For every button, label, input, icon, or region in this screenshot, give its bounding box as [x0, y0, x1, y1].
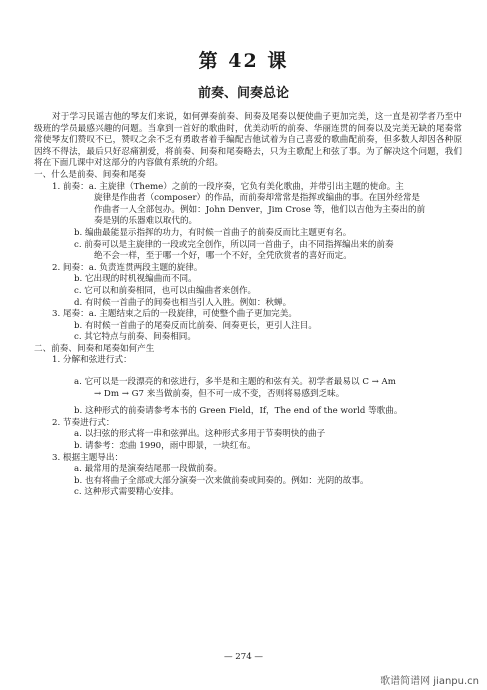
prelude-item-a-line3: 作曲者一人全部包办。例如：John Denver，Jim Crose 等，他们以吉他为主奏出的前 — [94, 204, 426, 215]
method-3-item-a: a. 最常用的是演奏结尾那一段做前奏。 — [74, 464, 223, 475]
method-3-item-b: b. 也有将曲子全部或大部分演奏一次来做前奏或间奏的。例如：光阴的故事。 — [74, 475, 369, 486]
outro-item-a: 3. 尾奏：a. 主题结束之后的一段旋律，可使整个曲子更加完美。 — [52, 309, 297, 320]
method-3-heading: 3. 根据主题导出： — [52, 452, 124, 463]
method-2-item-a: a. 以扫弦的形式将一串和弦弹出。这种形式多用于节奏明快的曲子 — [74, 429, 326, 440]
interlude-item-a: 2. 间奏：a. 负责连贯两段主题的旋律。 — [52, 262, 203, 273]
method-3-item-c: c. 这种形式需要精心安排。 — [74, 487, 179, 498]
page-number: — 274 — — [223, 652, 264, 662]
site-watermark: 歌谱简谱网 jianpu.cn — [380, 676, 479, 687]
prelude-item-a-line2: 旋律是作曲者（composer）的作品，而前奏却常常是指挥或编曲的事。在国外经常是 — [94, 193, 421, 204]
method-1-item-a: a. 它可以是一段漂亮的和弦进行，多半是和主题的和弦有关。初学者最易以 C → Am — [74, 377, 396, 388]
method-1-item-b: b. 这种形式的前奏请参考本书的 Green Field，If，The end of the world 等歌曲。 — [74, 406, 403, 417]
interlude-item-d: d. 有时候一首曲子的间奏也相当引人入胜。例如：秋蝉。 — [74, 297, 292, 308]
prelude-item-c: c. 前奏可以是主旋律的一段或完全创作，所以同一首曲子，由不同指挥编出来的前奏 — [74, 239, 394, 250]
prelude-item-a-line4: 奏是别的乐器难以取代的。 — [94, 216, 198, 227]
section-heading-1: 一、什么是前奏、间奏和尾奏 — [34, 169, 146, 180]
outro-item-c: c. 其它特点与前奏、间奏相同。 — [74, 332, 196, 343]
interlude-item-b: b. 它出现的时机视编曲而不同。 — [74, 274, 197, 285]
prelude-item-c-line2: 绝不会一样，至于哪一个好，哪一个不好，全凭欣赏者的喜好而定。 — [94, 251, 352, 262]
method-1-heading: 1. 分解和弦进行式： — [52, 355, 132, 366]
lesson-subtitle: 前奏、间奏总论 — [197, 86, 289, 101]
outro-item-b: b. 有时候一首曲子的尾奏反而比前奏、间奏更长，更引人注目。 — [74, 320, 317, 331]
interlude-item-c: c. 它可以和前奏相同，也可以由编曲者来创作。 — [74, 285, 257, 296]
method-1-item-a-line2: → Dm → G7 来当做前奏，但不可一成不变，否则将易感到乏味。 — [94, 388, 345, 399]
prelude-item-a: 1. 前奏：a. 主旋律（Theme）之前的一段序奏，它负有美化歌曲，并带引出主题的使命。主 — [52, 181, 404, 192]
intro-paragraph: 对于学习民谣吉他的琴友们来说，如何弹奏前奏、间奏及尾奏以便使曲子更加完美，这一直是初学者乃至中级班的学员最感兴趣的问题。当拿到一首好的歌曲时，优美动听的前奏、华丽连贯的间奏以及完美无缺的尾奏常常使琴友们赞叹不已，赞叹之余不乏有勇敢者着手编配吉他试着为自己喜爱的歌曲配前奏，但多数人却因各种原因终不得法，最后只好忍痛割爱，将前奏、间奏和尾奏略去，只为主歌配上和弦了事。为了解决这个问题，我们将在下面几课中对这部分的内容做有系统的介绍。 — [34, 112, 462, 169]
lesson-title: 第 42 课 — [198, 50, 289, 72]
lesson-body — [34, 112, 462, 499]
method-2-heading: 2. 节奏进行式： — [52, 417, 115, 428]
section-heading-2: 二、前奏、间奏和尾奏如何产生 — [34, 343, 155, 354]
method-2-item-b: b. 请参考：恋曲 1990，雨中即景，一块红布。 — [74, 441, 256, 452]
prelude-item-b: b. 编曲最能显示指挥的功力，有时候一首曲子的前奏反而比主题更有名。 — [74, 227, 352, 238]
